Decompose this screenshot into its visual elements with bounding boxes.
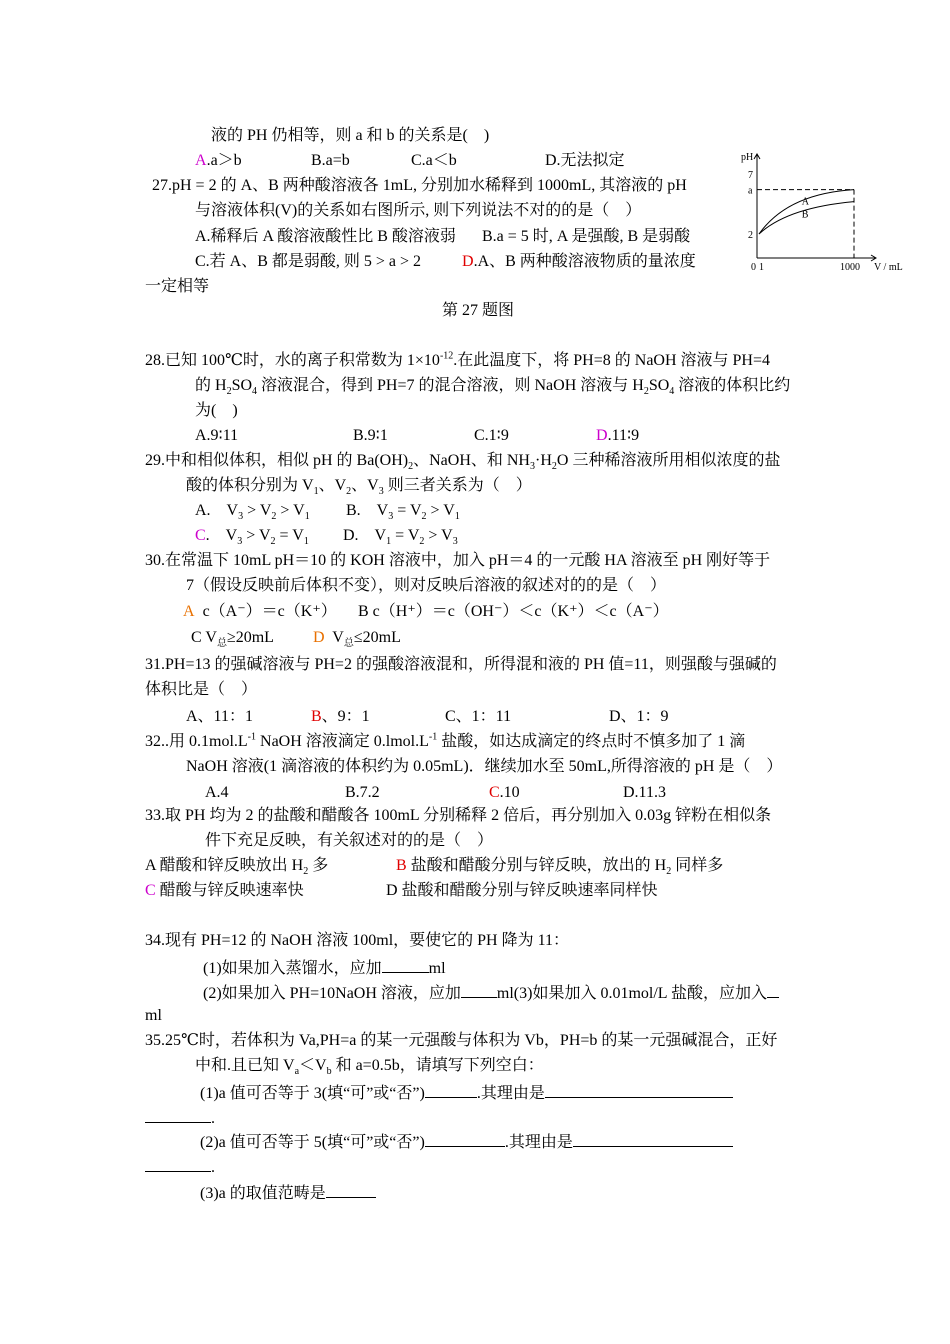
q30-option-d: D $V_总\le 20mL$ [313, 629, 401, 650]
q27-option-d: D.A、B 两种酸溶液物质的量浓度 [462, 253, 696, 270]
answer-blank[interactable] [461, 981, 497, 998]
q26-option-c: C.a＜b [411, 152, 457, 169]
q27-stem-line1: 27.pH = 2 的 A、B 两种酸溶液各 1mL, 分别加水稀释到 1000mL, 其溶液的 pH [152, 177, 687, 194]
q26-option-a: A.a＞b [195, 152, 242, 169]
series-label-A: A [801, 196, 809, 208]
x-axis-label: V / mL [874, 262, 903, 273]
q30-option-a: A c（A⁻）＝c（K⁺） [183, 603, 337, 620]
series-label-B: B [801, 209, 809, 221]
q28-option-a: A.9∶11 [195, 427, 239, 444]
x-tick-label: 1 [759, 262, 764, 273]
q34-part1: (1)如果加入蒸馏水，应加 ml [203, 956, 446, 979]
q34-unit: ml [145, 1007, 162, 1024]
q29-stem-line2: 酸的体积分别为 $V_1$、$V_2$、$V_3$ 则三者关系为（ ） [186, 477, 532, 498]
answer-mark: A [195, 152, 207, 169]
q29-option-d: D. $V_1 = V_2 > V_3$ [343, 527, 458, 548]
q27-option-d-cont: 一定相等 [145, 278, 210, 295]
q35-part1: (1)a 值可否等于 3(填“可”或“否”) .其理由是 [200, 1081, 733, 1104]
q30-option-c: C $V_总\ge 20mL$ [191, 629, 274, 650]
x-tick-label: 0 [751, 262, 756, 273]
answer-mark: C [145, 882, 156, 899]
q32-stem-line1: 32..用 $0.1mol.L^{-1}$ NaOH 溶液滴定 $0.lmol.L^{-1}$ 盐酸，如达成滴定的终点时不慎多加了 1 滴 [145, 731, 746, 750]
q32-option-c: C.10 [489, 784, 520, 801]
q31-option-d: D、1：9 [609, 708, 669, 725]
reason-blank-cont[interactable] [145, 1155, 211, 1172]
q26-text: 液的 PH 仍相等，则 a 和 b 的关系是( ) [211, 127, 490, 144]
q31-option-b: B、9：1 [311, 708, 370, 725]
q26-option-d: D.无法拟定 [545, 152, 625, 169]
q35-part3: (3)a 的取值范畴是 [200, 1181, 376, 1204]
q28-stem-line2: 的 $H_2SO_4$ 溶液混合，得到 PH=7 的混合溶液，则 NaOH 溶液与 $H_2SO_4$ 溶液的体积比约 [195, 377, 791, 398]
q29-stem-line1: 29.中和相似体积，相似 pH 的 $Ba(OH)_2$、NaOH、和 $NH_3\cdot H_2O$ 三种稀溶液所用相似浓度的盐 [145, 452, 781, 473]
q33-option-d: D 盐酸和醋酸分别与锌反映速率同样快 [386, 882, 658, 899]
q27-figure-caption: 第 27 题图 [442, 302, 515, 319]
q35-stem-line2: 中和.且已知 $V_a<V_b$ 和 a=0.5b，请填写下列空白： [195, 1057, 544, 1078]
q26-stem-line [211, 126, 489, 146]
q35-part2-cont: . [145, 1155, 215, 1178]
answer-mark: D [313, 629, 325, 646]
q34-stem-line1: 34.现有 PH=12 的 NaOH 溶液 100ml，要使它的 PH 降为 11： [145, 932, 569, 949]
q27-stem-line2: 与溶液体积(V)的关系如右图所示, 则下列说法不对的的是（ ） [195, 202, 642, 219]
q33-option-b: B 盐酸和醋酸分别与锌反映，放出的 $H_2$ 同样多 [396, 857, 724, 878]
answer-mark: D [462, 253, 474, 270]
q31-stem-line2: 体积比是（ ） [145, 681, 258, 698]
q32-option-b: B.7.2 [345, 784, 380, 801]
q27-option-a: A.稀释后 A 酸溶液酸性比 B 酸溶液弱 [195, 228, 456, 245]
q27-ph-volume-chart [742, 146, 902, 276]
q28-option-d: D.11∶9 [596, 427, 640, 444]
q35-part2: (2)a 值可否等于 5(填“可”或“否”) .其理由是 [200, 1130, 733, 1153]
y-axis-label: pH [741, 152, 754, 163]
y-tick-label: a [748, 185, 753, 197]
q29-option-b: B. $V_3 = V_2 > V_1$ [346, 502, 460, 523]
q31-option-a: A、11：1 [186, 708, 253, 725]
q33-option-c: C 醋酸与锌反映速率快 [145, 882, 304, 899]
q31-option-c: C、1：11 [445, 708, 512, 725]
chart-plot [741, 152, 903, 273]
q33-option-a: A 醋酸和锌反映放出 $H_2$ 多 [145, 857, 329, 878]
answer-blank[interactable] [767, 981, 779, 998]
q32-option-d: D.11.3 [623, 784, 666, 801]
q27-option-c: C.若 A、B 都是弱酸, 则 5 > a > 2 [195, 253, 422, 270]
q26-option-b: B.a=b [311, 152, 350, 169]
answer-mark: D [596, 427, 608, 444]
q30-stem-line2: 7（假设反映前后体积不变），则对反映后溶液的叙述对的的是（ ） [186, 577, 667, 594]
q33-stem-line2: 件下充足反映，有关叙述对的的是（ ） [205, 832, 494, 849]
answer-blank[interactable] [382, 956, 429, 973]
answer-blank[interactable] [425, 1081, 477, 1098]
q30-stem-line1: 30.在常温下 10mL pH＝10 的 KOH 溶液中，加入 pH＝4 的一元酸 HA 溶液至 pH 刚好等于 [145, 552, 771, 569]
answer-mark: B [311, 708, 322, 725]
reason-blank[interactable] [573, 1130, 733, 1147]
q27-option-b: B.a = 5 时, A 是强酸, B 是弱酸 [482, 228, 691, 245]
q32-option-a: A.4 [205, 784, 229, 801]
q29-option-a: A. $V_3 > V_2 > V_1$ [195, 502, 310, 523]
q28-option-c: C.1∶9 [474, 427, 509, 444]
y-tick-label: 2 [748, 230, 753, 241]
x-tick-label: 1000 [840, 262, 860, 273]
q35-part1-cont: . [145, 1106, 215, 1129]
q32-stem-line2: NaOH 溶液(1 滴溶液的体积约为 0.05mL)．继续加水至 50mL,所得溶液的 pH 是（ ） [186, 758, 783, 775]
answer-mark: A [183, 603, 195, 620]
q31-stem-line1: 31.PH=13 的强碱溶液与 PH=2 的强酸溶液混和，所得混和液的 PH 值=11，则强酸与强碱的 [145, 656, 777, 673]
reason-blank-cont[interactable] [145, 1106, 211, 1123]
answer-blank[interactable] [326, 1181, 376, 1198]
y-tick-label: 7 [748, 170, 753, 181]
answer-mark: B [396, 857, 407, 874]
q29-option-c: C. $V_3 > V_2 = V_1$ [195, 527, 309, 548]
answer-mark: C [489, 784, 500, 801]
answer-mark: C [195, 527, 206, 544]
q28-stem-line1: 28.已知 100℃时，水的离子积常数为 $1\times 10^{-12}$.在此温度下，将 PH=8 的 NaOH 溶液与 PH=4 [145, 350, 771, 369]
reason-blank[interactable] [545, 1081, 733, 1098]
q28-stem-line3: 为( ) [195, 402, 238, 419]
answer-blank[interactable] [425, 1130, 505, 1147]
q35-stem-line1: 35.25℃时，若体积为 Va,PH=a 的某一元强酸与体积为 Vb，PH=b 的某一元强碱混合，正好 [145, 1032, 778, 1049]
q33-stem-line1: 33.取 PH 均为 2 的盐酸和醋酸各 100mL 分别稀释 2 倍后，再分别加入 0.03g 锌粉在相似条 [145, 807, 772, 824]
q28-option-b: B.9∶1 [353, 427, 388, 444]
q30-option-b: B c（H⁺）＝c（OH⁻）＜c（K⁺）＜c（A⁻） [358, 603, 669, 620]
q34-part2-3: (2)如果加入 PH=10NaOH 溶液，应加 ml(3)如果加入 0.01mol/L 盐酸，应加入 [203, 981, 779, 1004]
